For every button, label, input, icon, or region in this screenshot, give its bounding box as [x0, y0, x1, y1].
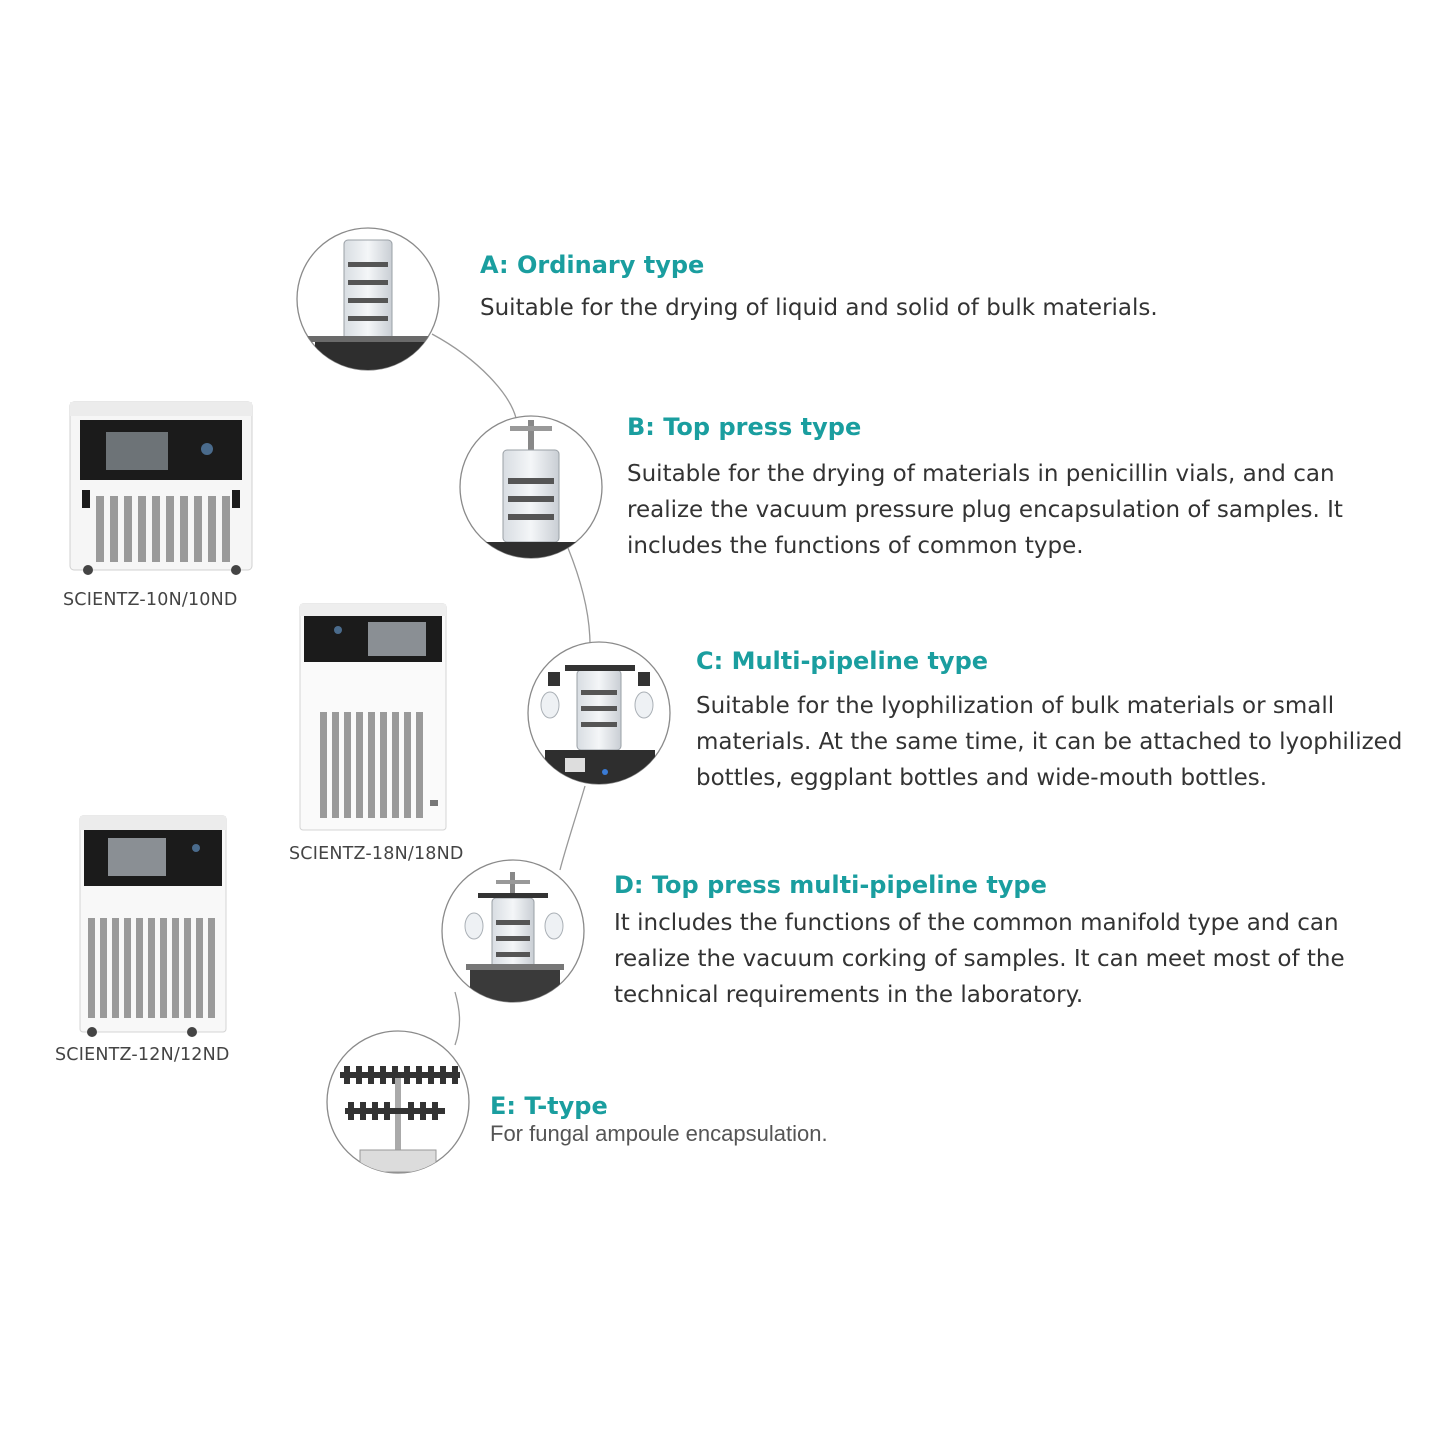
description-line: Suitable for the drying of liquid and solid of bulk materials. [480, 295, 1158, 321]
type-e-title: E: T-type [490, 1092, 608, 1120]
machine-label-18n: SCIENTZ-18N/18ND [289, 844, 464, 864]
ordinary-chamber-icon [297, 228, 439, 380]
type-c-description [696, 688, 1402, 796]
description-line: It includes the functions of the common manifold type and can [614, 910, 1339, 936]
description-line: bottles, eggplant bottles and wide-mouth bottles. [696, 765, 1268, 791]
description-line: realize the vacuum pressure plug encapsulation of samples. It [627, 497, 1343, 523]
type-e-description [490, 1121, 828, 1147]
description-line: Suitable for the drying of materials in penicillin vials, and can [627, 461, 1335, 487]
machine-label-12n: SCIENTZ-12N/12ND [55, 1045, 230, 1065]
scientz-10n-machine-image [70, 402, 252, 575]
top-press-chamber-icon [460, 416, 602, 572]
t-type-manifold-icon [327, 1031, 469, 1173]
top-press-multi-pipeline-icon [442, 860, 584, 1008]
type-c-title: C: Multi-pipeline type [696, 647, 989, 675]
description-line: technical requirements in the laboratory. [614, 982, 1084, 1008]
scientz-18n-machine-image [300, 604, 446, 830]
type-b-title: B: Top press type [627, 413, 862, 441]
type-d-description [614, 905, 1345, 1013]
description-line: For fungal ampoule encapsulation. [490, 1121, 828, 1146]
description-line: includes the functions of common type. [627, 533, 1084, 559]
description-line: materials. At the same time, it can be attached to lyophilized [696, 729, 1403, 755]
type-a-title: A: Ordinary type [480, 251, 705, 279]
type-b-description [627, 456, 1343, 564]
machine-label-10n: SCIENTZ-10N/10ND [63, 590, 238, 610]
description-line: realize the vacuum corking of samples. It can meet most of the [614, 946, 1345, 972]
type-d-title: D: Top press multi-pipeline type [614, 871, 1047, 899]
type-a-description [480, 290, 1158, 326]
multi-pipeline-chamber-icon [528, 642, 670, 790]
scientz-12n-machine-image [80, 816, 226, 1037]
description-line: Suitable for the lyophilization of bulk materials or small [696, 693, 1335, 719]
